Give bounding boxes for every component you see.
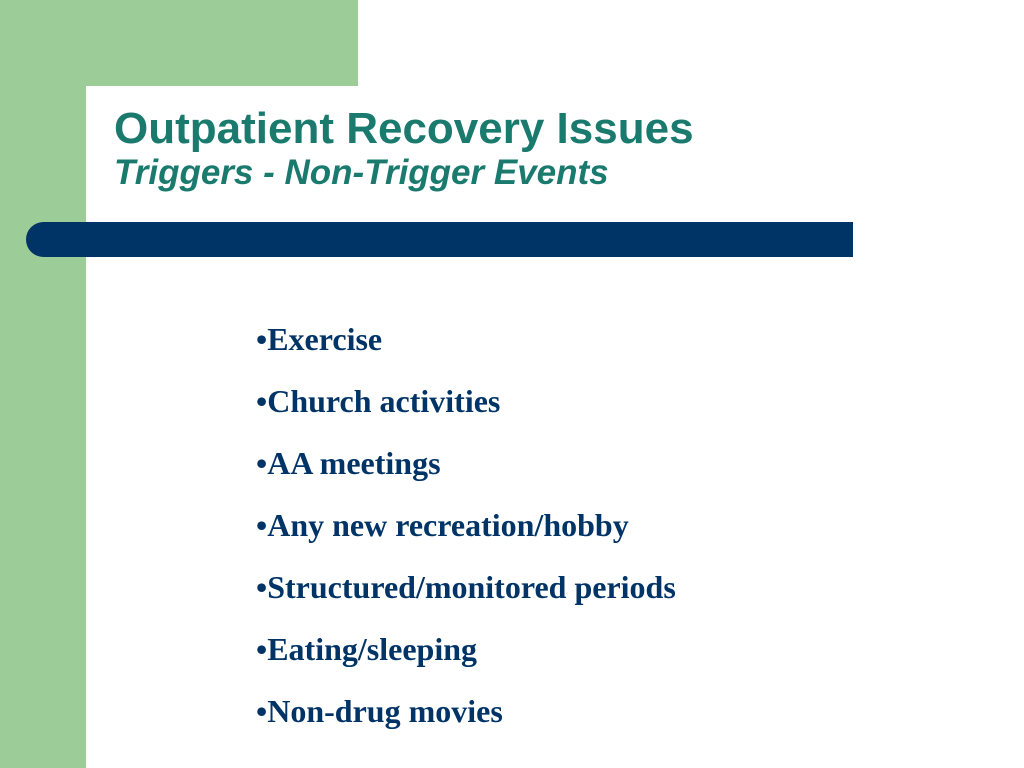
bullet-item <box>256 618 676 680</box>
bullet-text: Eating/sleeping <box>267 631 478 667</box>
bullet-dot: • <box>256 383 268 419</box>
bullet-text: Exercise <box>267 321 383 357</box>
bullet-dot: • <box>256 569 268 605</box>
bullet-text: Church activities <box>267 383 501 419</box>
bullet-text: Structured/monitored periods <box>267 569 676 605</box>
bullet-dot: • <box>256 631 268 667</box>
slide-subtitle: Triggers - Non-Trigger Events <box>114 153 609 192</box>
title-divider-bar <box>26 222 853 257</box>
green-top-panel <box>0 0 358 86</box>
bullet-item <box>256 432 676 494</box>
bullet-dot: • <box>256 507 268 543</box>
bullet-dot: • <box>256 321 268 357</box>
slide-title: Outpatient Recovery Issues <box>114 104 694 153</box>
title-block <box>114 104 914 192</box>
bullet-list <box>256 308 676 742</box>
bullet-dot: • <box>256 445 268 481</box>
bullet-text: Any new recreation/hobby <box>267 507 629 543</box>
bullet-item <box>256 370 676 432</box>
green-side-panel <box>0 0 86 768</box>
bullet-text: Non-drug movies <box>267 693 503 729</box>
bullet-item <box>256 494 676 556</box>
bullet-item <box>256 556 676 618</box>
bullet-item <box>256 308 676 370</box>
bullet-text: AA meetings <box>267 445 441 481</box>
bullet-dot: • <box>256 693 268 729</box>
bullet-item <box>256 680 676 742</box>
